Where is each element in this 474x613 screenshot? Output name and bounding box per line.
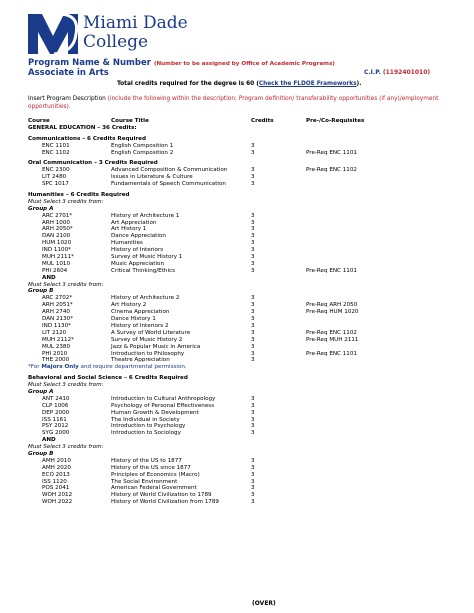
behavioral-and: AND [42, 437, 56, 444]
behavioral-group-b-label: Group B [28, 450, 54, 457]
course-credits: 3 [251, 302, 255, 309]
humanities-and: AND [42, 274, 56, 281]
degree-name: Associate in Arts [28, 68, 109, 78]
course-credits: 3 [251, 174, 255, 181]
course-row [28, 268, 458, 275]
course-code: DEP 2000 [42, 409, 70, 416]
course-credits: 3 [251, 395, 255, 402]
course-code: ISS 1161 [42, 416, 67, 423]
course-credits: 3 [251, 219, 255, 226]
course-credits: 3 [251, 233, 255, 240]
course-credits: 3 [251, 471, 255, 478]
course-code: IND 1130* [42, 322, 71, 329]
oral-heading: Oral Communication – 3 Credits Required [28, 160, 158, 167]
course-row [28, 220, 458, 227]
course-credits: 3 [251, 309, 255, 316]
course-title: Jazz & Popular Music in America [111, 343, 201, 350]
footnote [28, 364, 458, 371]
course-row [28, 330, 458, 337]
course-code: ARH 1000 [42, 219, 70, 226]
course-row [28, 150, 458, 157]
oral-rows [28, 167, 458, 188]
course-code: MUL 2380 [42, 343, 71, 350]
course-row [28, 143, 458, 150]
course-prereq: Pre-Req ENC 1101 [306, 350, 357, 357]
course-row [28, 351, 458, 358]
humanities-group-a-rows [28, 213, 458, 275]
course-row [28, 344, 458, 351]
course-title: History of World Civilization from 1789 [111, 499, 219, 506]
section-heading [28, 375, 458, 382]
course-code: SPC 1017 [42, 181, 69, 188]
course-code: IND 1100* [42, 247, 71, 254]
course-title: History of the US since 1877 [111, 464, 191, 471]
course-title: English Composition 2 [111, 149, 174, 156]
course-title: History of the US to 1877 [111, 457, 182, 464]
total-credits-end: ). [356, 81, 362, 87]
course-credits: 3 [251, 254, 255, 261]
course-title: Art History 1 [111, 226, 147, 233]
course-row [28, 240, 458, 247]
course-code: ENC 2300 [42, 167, 70, 174]
course-title: History of Interiors [111, 247, 164, 254]
behavioral-select-b: Must Select 3 credits from: [28, 444, 104, 451]
course-title: Introduction to Philosophy [111, 350, 185, 357]
course-table [28, 118, 458, 506]
course-title: Dance Appreciation [111, 233, 166, 240]
course-credits: 3 [251, 240, 255, 247]
group-label [28, 451, 458, 458]
course-prereq: Pre-Req ENC 1101 [306, 149, 357, 156]
instruction [28, 382, 458, 389]
course-code: DAN 2100 [42, 233, 71, 240]
group-label [28, 206, 458, 213]
logo-name-line1: Miami Dade [83, 13, 188, 33]
course-credits: 3 [251, 457, 255, 464]
md-logo-icon [28, 12, 78, 56]
and-label [28, 437, 458, 444]
course-title: Survey of Music History 2 [111, 336, 183, 343]
course-code: PHI 2010 [42, 350, 68, 357]
course-title: Theatre Appreciation [111, 357, 170, 364]
footnote-bold: Majors Only [41, 364, 79, 371]
course-title: English Composition 1 [111, 142, 174, 149]
col-credits: Credits [251, 118, 274, 124]
course-credits: 3 [251, 181, 255, 188]
course-credits: 3 [251, 430, 255, 437]
course-code: PSY 2012 [42, 423, 69, 430]
course-prereq: Pre-Req MUH 2111 [306, 336, 359, 343]
course-prereq: Pre-Req ENC 1101 [306, 267, 357, 274]
course-row [28, 337, 458, 344]
course-title: History of Architecture 2 [111, 295, 180, 302]
course-row [28, 479, 458, 486]
course-credits: 3 [251, 149, 255, 156]
course-prereq: Pre-Req ENC 1102 [306, 167, 357, 174]
course-title: Humanities [111, 240, 143, 247]
course-code: ANT 2410 [42, 395, 70, 402]
section-heading [28, 136, 458, 143]
course-title: Psychology of Personal Effectiveness [111, 402, 215, 409]
over-label: (OVER) [252, 600, 276, 607]
instruction [28, 199, 458, 206]
course-code: WOH 2012 [42, 492, 73, 499]
program-title-text: Program Name & Number [28, 58, 151, 68]
course-code: MUH 2112* [42, 336, 74, 343]
course-prereq: Pre-Req ENC 1102 [306, 329, 357, 336]
course-row [28, 233, 458, 240]
program-note: (Number to be assigned by Office of Academic Programs) [153, 61, 335, 67]
program-description [28, 95, 458, 111]
course-title: The Social Environment [111, 478, 178, 485]
behavioral-group-a-rows [28, 396, 458, 437]
course-credits: 3 [251, 142, 255, 149]
course-credits: 3 [251, 226, 255, 233]
course-prereq: Pre-Req HUM 1020 [306, 309, 359, 316]
course-row [28, 226, 458, 233]
course-row [28, 465, 458, 472]
humanities-group-b-rows [28, 295, 458, 364]
course-row [28, 472, 458, 479]
course-title: Human Growth & Development [111, 409, 199, 416]
course-credits: 3 [251, 499, 255, 506]
course-code: DAN 2130* [42, 316, 74, 323]
course-row [28, 410, 458, 417]
course-row [28, 499, 458, 506]
col-course: Course [28, 118, 50, 124]
footnote-star: *For [28, 364, 42, 371]
course-row [28, 167, 458, 174]
fldoe-link[interactable]: Check the FLDOE Frameworks [258, 81, 357, 87]
course-credits: 3 [251, 336, 255, 343]
instruction [28, 444, 458, 451]
course-row [28, 485, 458, 492]
course-code: SYG 2000 [42, 430, 70, 437]
total-credits [117, 81, 361, 87]
course-credits: 3 [251, 402, 255, 409]
course-row [28, 254, 458, 261]
course-title: American Federal Government [111, 485, 197, 492]
course-credits: 3 [251, 247, 255, 254]
course-code: AMH 2020 [42, 464, 71, 471]
course-credits: 3 [251, 260, 255, 267]
footnote-rest: and require departmental permission. [78, 364, 187, 371]
instruction [28, 282, 458, 289]
course-credits: 3 [251, 464, 255, 471]
course-code: POS 2041 [42, 485, 70, 492]
behavioral-group-a-label: Group A [28, 388, 54, 395]
cip-code [364, 69, 430, 76]
course-title: The Individual in Society [111, 416, 180, 423]
course-row [28, 417, 458, 424]
course-code: ARH 2740 [42, 309, 70, 316]
course-row [28, 492, 458, 499]
col-title: Course Title [111, 118, 149, 124]
insert-note: (include the following within the description: Program definition/ transferability opportunities (if any)/employment opportunities). [28, 96, 439, 110]
behavioral-select-a: Must Select 3 credits from: [28, 382, 104, 389]
course-credits: 3 [251, 316, 255, 323]
course-code: WOH 2022 [42, 499, 73, 506]
course-code: ENC 1101 [42, 142, 70, 149]
behavioral-heading: Behavioral and Social Science – 6 Credits Required [28, 375, 188, 382]
humanities-group-a-label: Group A [28, 205, 54, 212]
course-title: History of Architecture 1 [111, 212, 180, 219]
col-prereq: Pre-/Co-Requisites [306, 118, 365, 124]
course-credits: 3 [251, 485, 255, 492]
course-title: Cinema Appreciation [111, 309, 170, 316]
course-row [28, 423, 458, 430]
behavioral-group-b-rows [28, 458, 458, 506]
group-label [28, 389, 458, 396]
course-credits: 3 [251, 416, 255, 423]
course-code: MUL 1010 [42, 260, 71, 267]
course-code: MUH 2111* [42, 254, 74, 261]
course-row [28, 316, 458, 323]
course-row [28, 295, 458, 302]
course-code: AMH 2010 [42, 457, 71, 464]
course-credits: 3 [251, 478, 255, 485]
and-label [28, 275, 458, 282]
footnote-text [28, 364, 187, 371]
humanities-heading: Humanities – 6 Credits Required [28, 192, 130, 199]
column-headers [28, 118, 458, 125]
humanities-select-a: Must Select 3 credits from: [28, 198, 104, 205]
course-title: A Survey of World Literature [111, 329, 191, 336]
course-prereq: Pre-Req ARH 2050 [306, 302, 358, 309]
course-code: CLP 1006 [42, 402, 69, 409]
course-title: Critical Thinking/Ethics [111, 267, 175, 274]
cip-value: (1192401010) [382, 69, 431, 76]
course-row [28, 181, 458, 188]
communications-heading: Communications – 6 Credits Required [28, 135, 146, 142]
course-title: Music Appreciation [111, 260, 165, 267]
course-code: LIT 2120 [42, 329, 67, 336]
college-logo [28, 12, 228, 58]
course-credits: 3 [251, 322, 255, 329]
program-title [28, 58, 335, 68]
course-code: ARH 2051* [42, 302, 73, 309]
section-heading [28, 160, 458, 167]
course-row [28, 213, 458, 220]
course-row [28, 403, 458, 410]
course-credits: 3 [251, 423, 255, 430]
course-row [28, 261, 458, 268]
cip-label: C.I.P. [364, 69, 381, 76]
course-credits: 3 [251, 492, 255, 499]
logo-name-line2: College [83, 32, 149, 52]
course-title: Introduction to Sociology [111, 430, 181, 437]
course-title: Art History 2 [111, 302, 147, 309]
course-title: Dance History 1 [111, 316, 156, 323]
group-label [28, 288, 458, 295]
course-row [28, 396, 458, 403]
course-code: HUM 1020 [42, 240, 72, 247]
course-row [28, 309, 458, 316]
course-title: Introduction to Psychology [111, 423, 186, 430]
course-title: Survey of Music History 1 [111, 254, 183, 261]
course-code: LIT 2480 [42, 174, 67, 181]
course-title: Advanced Composition & Communication [111, 167, 228, 174]
course-credits: 3 [251, 267, 255, 274]
course-title: Fundamentals of Speech Communication [111, 181, 226, 188]
course-row [28, 430, 458, 437]
course-title: History of Interiors 2 [111, 322, 169, 329]
course-code: THE 2000 [42, 357, 70, 364]
course-credits: 3 [251, 409, 255, 416]
course-row [28, 302, 458, 309]
section-heading [28, 192, 458, 199]
course-title: Issues in Literature & Culture [111, 174, 193, 181]
course-credits: 3 [251, 329, 255, 336]
course-code: ARC 2701* [42, 212, 73, 219]
course-code: PHI 2604 [42, 267, 68, 274]
insert-label: Insert Program Description [28, 96, 106, 102]
humanities-group-b-label: Group B [28, 288, 54, 295]
course-code: ARH 2050* [42, 226, 73, 233]
communications-rows [28, 143, 458, 157]
course-credits: 3 [251, 167, 255, 174]
gen-ed-heading [28, 125, 458, 132]
course-row [28, 357, 458, 364]
gen-ed-heading-text: GENERAL EDUCATION – 36 Credits: [28, 124, 137, 131]
course-code: ECO 2013 [42, 471, 70, 478]
course-credits: 3 [251, 357, 255, 364]
course-row [28, 323, 458, 330]
course-title: Principles of Economics (Macro) [111, 471, 200, 478]
total-credits-text: Total credits required for the degree is 60 ( [117, 81, 259, 87]
course-code: ENC 1102 [42, 149, 70, 156]
course-row [28, 174, 458, 181]
course-row [28, 247, 458, 254]
course-code: ISS 1120 [42, 478, 67, 485]
course-credits: 3 [251, 350, 255, 357]
humanities-select-b: Must Select 3 credits from: [28, 281, 104, 288]
course-row [28, 458, 458, 465]
course-credits: 3 [251, 295, 255, 302]
course-code: ARC 2702* [42, 295, 73, 302]
course-credits: 3 [251, 343, 255, 350]
course-title: Art Appreciation [111, 219, 157, 226]
course-title: Introduction to Cultural Anthropology [111, 395, 216, 402]
course-title: History of World Civilization to 1789 [111, 492, 212, 499]
course-credits: 3 [251, 212, 255, 219]
